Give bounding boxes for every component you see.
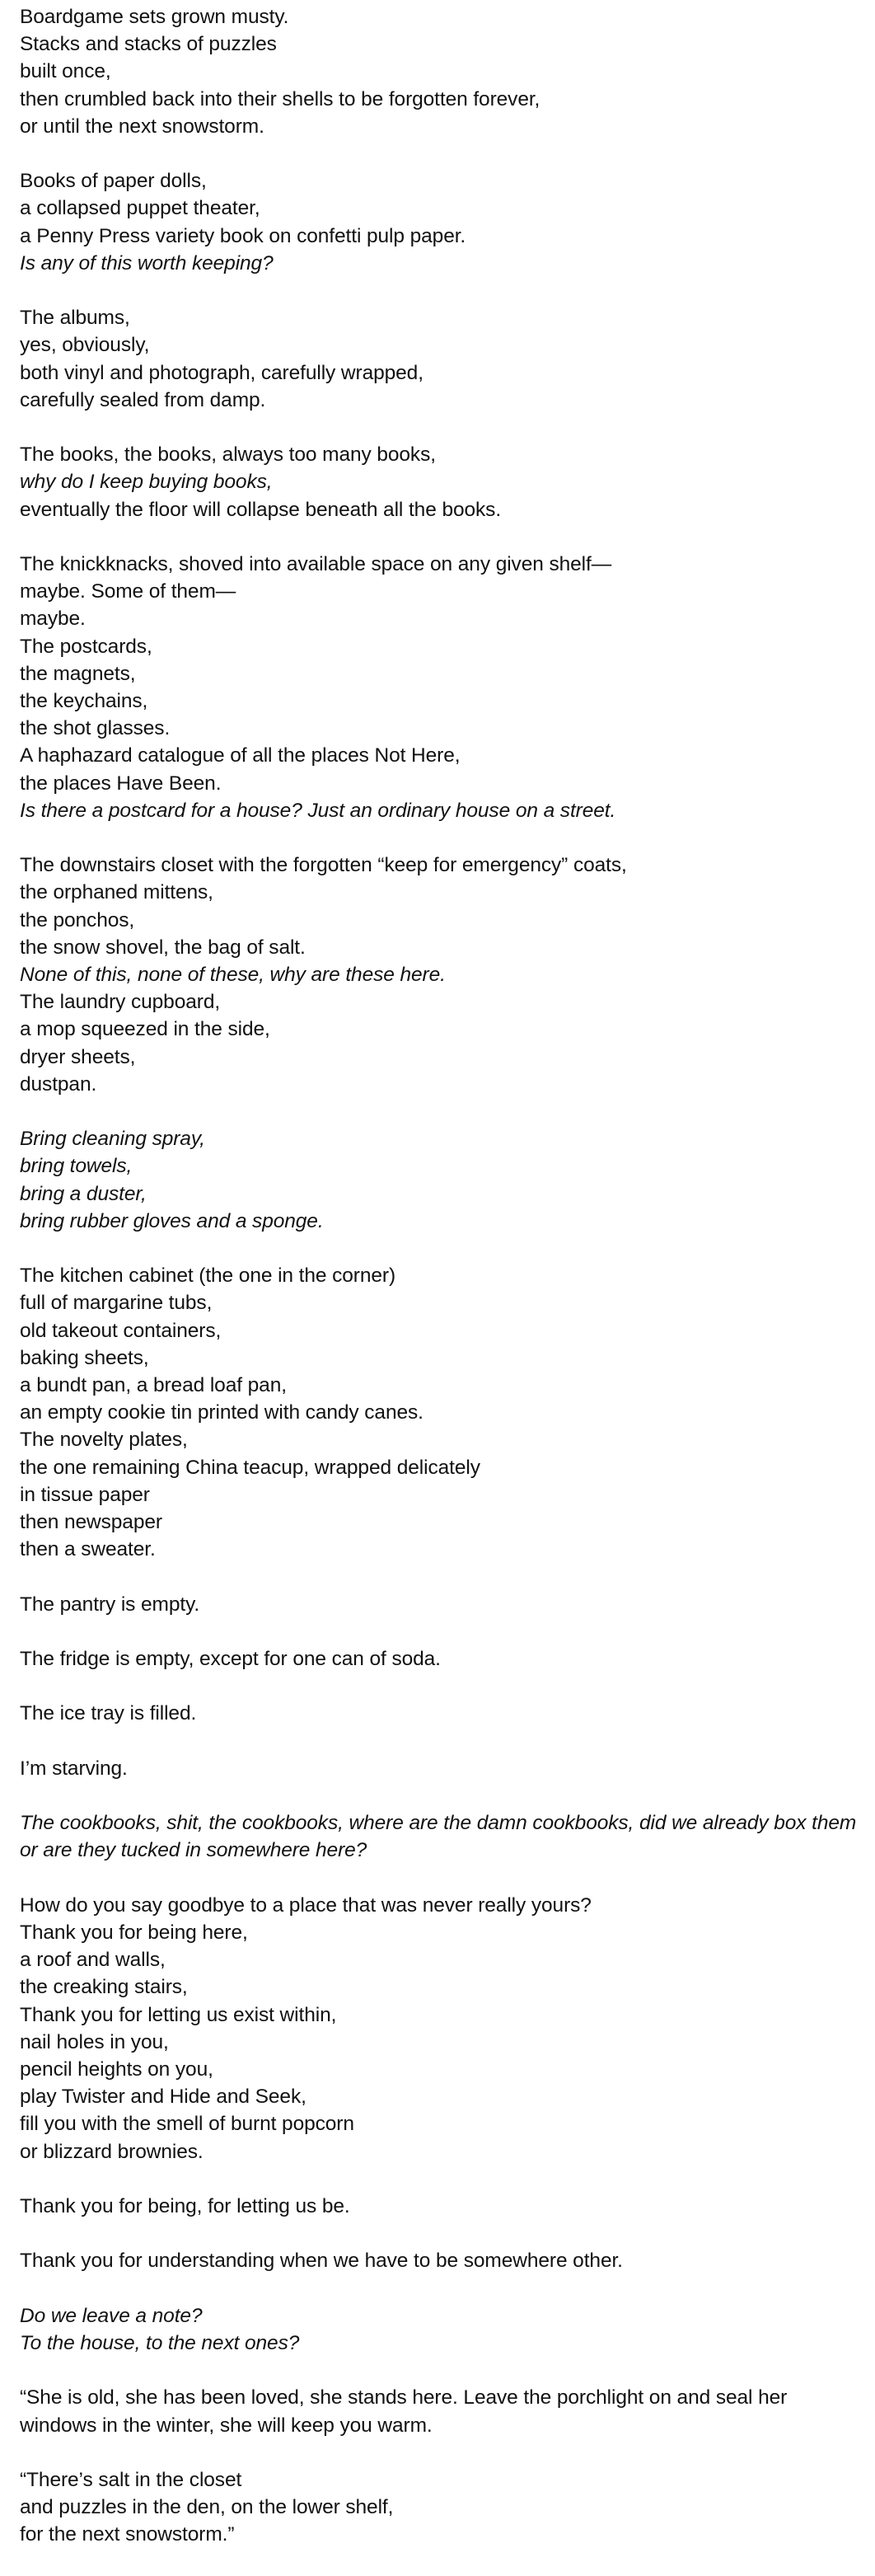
poem-line: fill you with the smell of burnt popcorn bbox=[20, 2113, 354, 2136]
stanza bbox=[20, 2193, 868, 2220]
stanza bbox=[20, 2247, 868, 2274]
poem-line: bring rubber gloves and a sponge. bbox=[20, 1209, 324, 1232]
stanza bbox=[20, 852, 868, 1098]
poem-line: A haphazard catalogue of all the places Not Here, bbox=[20, 744, 461, 767]
poem-line: eventually the floor will collapse beneath all the books. bbox=[20, 498, 502, 521]
poem-line: The postcards, bbox=[20, 635, 152, 658]
poem-line: To the house, to the next ones? bbox=[20, 2332, 300, 2355]
poem-line: a collapsed puppet theater, bbox=[20, 197, 260, 220]
poem-line: why do I keep buying books, bbox=[20, 471, 273, 494]
stanza bbox=[20, 1755, 868, 1782]
poem-line: old takeout containers, bbox=[20, 1319, 222, 1342]
poem-line: Boardgame sets grown musty. bbox=[20, 6, 289, 28]
poem-line: Books of paper dolls, bbox=[20, 170, 207, 193]
poem-line: The fridge is empty, except for one can of soda. bbox=[20, 1648, 441, 1671]
poem-line: The laundry cupboard, bbox=[20, 991, 221, 1014]
poem-line: the places Have Been. bbox=[20, 772, 222, 795]
poem-line: a mop squeezed in the side, bbox=[20, 1018, 270, 1041]
poem-line: both vinyl and photograph, carefully wrapped, bbox=[20, 361, 423, 384]
poem-line: None of this, none of these, why are these here. bbox=[20, 964, 446, 987]
poem-line: bring towels, bbox=[20, 1155, 133, 1178]
stanza bbox=[20, 1809, 868, 1864]
poem-line: The ice tray is filled. bbox=[20, 1702, 197, 1725]
poem-line: bring a duster, bbox=[20, 1182, 147, 1205]
poem-line: The albums, bbox=[20, 307, 130, 330]
poem-line: baking sheets, bbox=[20, 1346, 149, 1369]
poem-line: and puzzles in the den, on the lower shelf, bbox=[20, 2496, 394, 2519]
poem-line: the magnets, bbox=[20, 662, 136, 685]
stanza bbox=[20, 3, 868, 140]
poem-line: play Twister and Hide and Seek, bbox=[20, 2086, 306, 2109]
poem-line: or until the next snowstorm. bbox=[20, 115, 264, 138]
poem-line: a bundt pan, a bread loaf pan, bbox=[20, 1374, 287, 1397]
stanza bbox=[20, 1892, 868, 2165]
stanza bbox=[20, 2466, 868, 2549]
poem-line: an empty cookie tin printed with candy canes. bbox=[20, 1401, 423, 1424]
poem-line: in tissue paper bbox=[20, 1483, 150, 1506]
poem-line: then a sweater. bbox=[20, 1538, 156, 1561]
stanza bbox=[20, 1262, 868, 1563]
poem-line: for the next snowstorm.” bbox=[20, 2523, 235, 2546]
stanza bbox=[20, 1591, 868, 1618]
poem-line: built once, bbox=[20, 60, 111, 83]
poem-line: dustpan. bbox=[20, 1072, 97, 1096]
poem-line: maybe. bbox=[20, 608, 86, 631]
poem-line: nail holes in you, bbox=[20, 2030, 169, 2053]
poem-line: “She is old, she has been loved, she stands here. Leave the porchlight on and seal her windows in the winter, she will keep you warm. bbox=[20, 2386, 788, 2437]
poem-line: The downstairs closet with the forgotten “keep for emergency” coats, bbox=[20, 854, 627, 877]
poem-line: a Penny Press variety book on confetti pulp paper. bbox=[20, 224, 466, 247]
poem-line: then crumbled back into their shells to be forgotten forever, bbox=[20, 87, 540, 110]
stanza bbox=[20, 2302, 868, 2357]
stanza bbox=[20, 1125, 868, 1235]
poem-line: I’m starving. bbox=[20, 1757, 128, 1780]
stanza bbox=[20, 1645, 868, 1673]
poem-line: pencil heights on you, bbox=[20, 2058, 213, 2081]
poem-line: How do you say goodbye to a place that was never really yours? bbox=[20, 1893, 592, 1917]
poem-text bbox=[20, 3, 868, 2576]
poem-line: carefully sealed from damp. bbox=[20, 388, 266, 411]
stanza bbox=[20, 441, 868, 523]
stanza bbox=[20, 1700, 868, 1727]
poem-line: “There’s salt in the closet bbox=[20, 2469, 242, 2491]
poem-line: the ponchos, bbox=[20, 908, 135, 931]
poem-line: maybe. Some of them— bbox=[20, 580, 236, 603]
poem-line: Is any of this worth keeping? bbox=[20, 251, 274, 274]
poem-line: or blizzard brownies. bbox=[20, 2140, 204, 2163]
poem-line: the shot glasses. bbox=[20, 717, 171, 740]
poem-line: The knickknacks, shoved into available space on any given shelf— bbox=[20, 553, 612, 575]
poem-line: the snow shovel, the bag of salt. bbox=[20, 936, 306, 959]
poem-line: The novelty plates, bbox=[20, 1429, 188, 1452]
poem-line: Do we leave a note? bbox=[20, 2304, 203, 2327]
poem-line: The kitchen cabinet (the one in the corner) bbox=[20, 1265, 396, 1288]
poem-line: Thank you for being, for letting us be. bbox=[20, 2195, 350, 2218]
poem-line: The cookbooks, shit, the cookbooks, where are the damn cookbooks, did we already box them or are they tucked in somewhere here? bbox=[20, 1812, 857, 1862]
poem-line: then newspaper bbox=[20, 1511, 162, 1534]
stanza bbox=[20, 167, 868, 277]
poem-line: yes, obviously, bbox=[20, 334, 150, 357]
poem-line: a roof and walls, bbox=[20, 1949, 166, 1972]
poem-line: The books, the books, always too many books, bbox=[20, 443, 436, 467]
stanza bbox=[20, 304, 868, 414]
poem-line: the creaking stairs, bbox=[20, 1976, 188, 1999]
poem-line: full of margarine tubs, bbox=[20, 1292, 213, 1315]
poem-line: dryer sheets, bbox=[20, 1045, 136, 1068]
poem-line: Thank you for understanding when we have to be somewhere other. bbox=[20, 2250, 623, 2273]
poem-line: Thank you for being here, bbox=[20, 1921, 248, 1945]
poem-line: Thank you for letting us exist within, bbox=[20, 2003, 337, 2026]
poem-line: the one remaining China teacup, wrapped delicately bbox=[20, 1456, 480, 1479]
stanza bbox=[20, 551, 868, 633]
poem-line: the keychains, bbox=[20, 690, 148, 713]
poem-line: Is there a postcard for a house? Just an ordinary house on a street. bbox=[20, 799, 616, 822]
poem-line: The pantry is empty. bbox=[20, 1593, 200, 1616]
stanza bbox=[20, 633, 868, 824]
stanza bbox=[20, 2384, 868, 2438]
poem-line: Bring cleaning spray, bbox=[20, 1128, 205, 1151]
poem-line: Stacks and stacks of puzzles bbox=[20, 33, 277, 56]
poem-line: the orphaned mittens, bbox=[20, 881, 213, 904]
